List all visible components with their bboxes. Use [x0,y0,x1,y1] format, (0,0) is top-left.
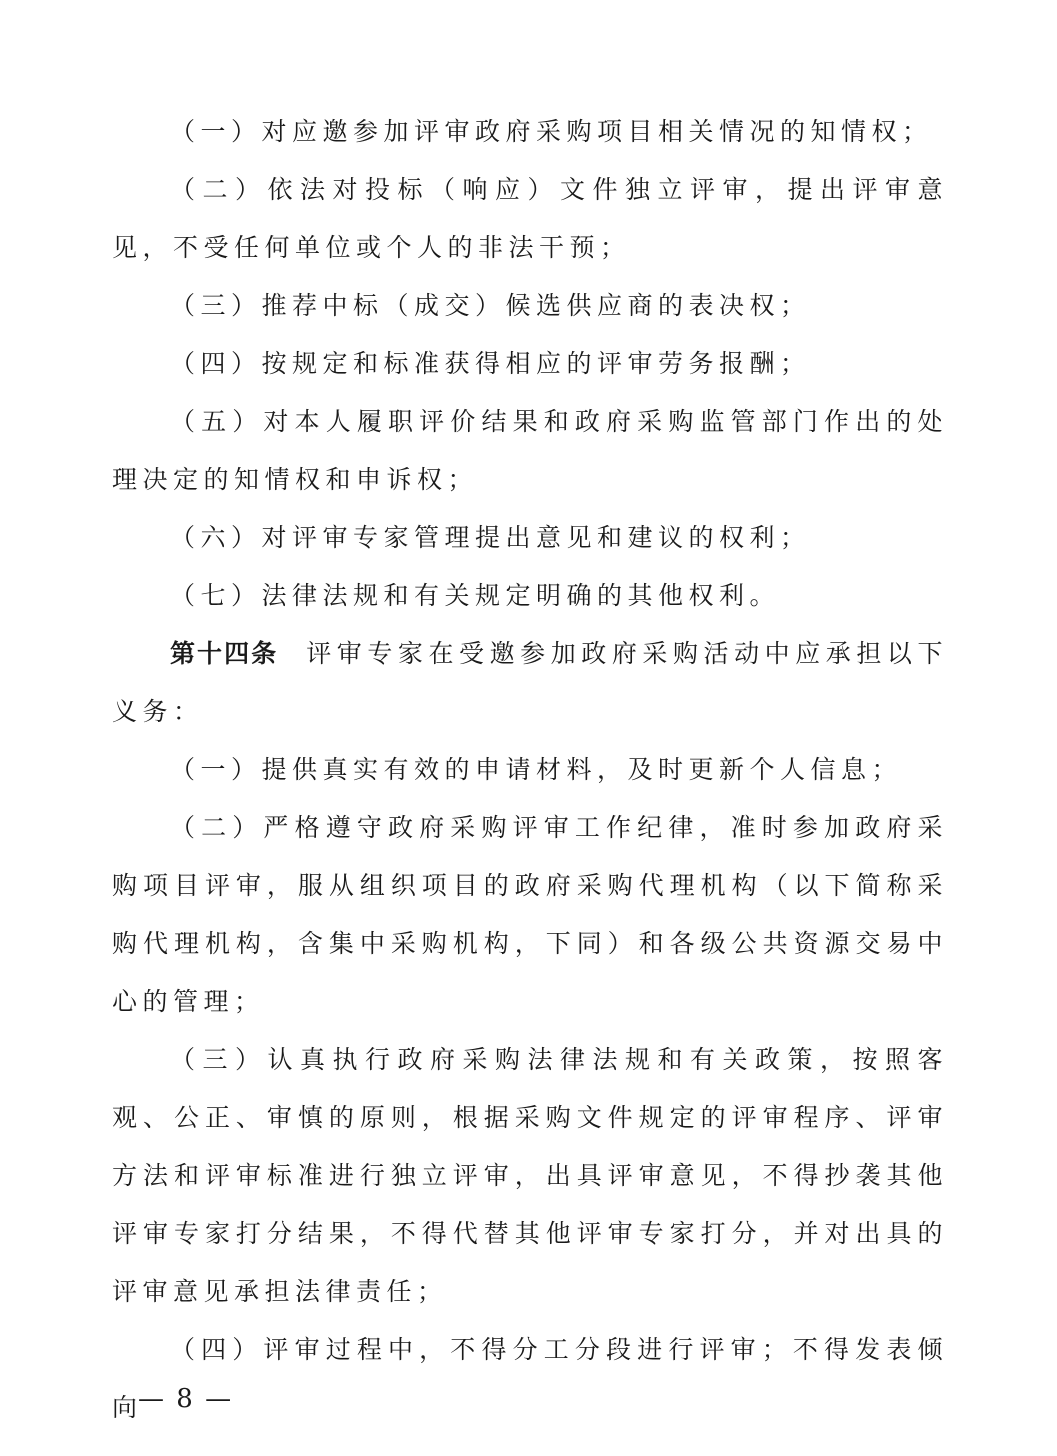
article-14 [112,625,948,741]
body-text [112,103,948,1437]
paragraph-right-3: （三）推荐中标（成交）候选供应商的表决权； [170,291,811,320]
article-14-text: 评审专家在受邀参加政府采购活动中应承担以下义务： [112,639,948,726]
paragraph-right-2: （二）依法对投标（响应）文件独立评审，提出评审意见，不受任何单位或个人的非法干预； [112,175,948,262]
obligation-2: （二）严格遵守政府采购评审工作纪律，准时参加政府采购项目评审，服从组织项目的政府采购代理机构（以下简称采购代理机构，含集中采购机构，下同）和各级公共资源交易中心的管理； [112,813,948,1016]
paragraph-right-6: （六）对评审专家管理提出意见和建议的权利； [170,523,811,552]
obligation-4: （四）评审过程中，不得分工分段进行评审；不得发表倾向 [112,1335,948,1422]
paragraph-right-7: （七）法律法规和有关规定明确的其他权利。 [170,581,781,610]
page-number: — 8 — [138,1384,234,1414]
paragraph-right-1: （一）对应邀参加评审政府采购项目相关情况的知情权； [170,117,933,146]
article-14-heading: 第十四条 [170,639,279,668]
paragraph-right-5: （五）对本人履职评价结果和政府采购监管部门作出的处理决定的知情权和申诉权； [112,407,948,494]
paragraph-right-4: （四）按规定和标准获得相应的评审劳务报酬； [170,349,811,378]
obligation-3: （三）认真执行政府采购法律法规和有关政策，按照客观、公正、审慎的原则，根据采购文件规定的评审程序、评审方法和评审标准进行独立评审，出具评审意见，不得抄袭其他评审专家打分结果，不得代替其他评审专家打分，并对出具的评审意见承担法律责任； [112,1045,948,1306]
obligation-1: （一）提供真实有效的申请材料，及时更新个人信息； [170,755,903,784]
